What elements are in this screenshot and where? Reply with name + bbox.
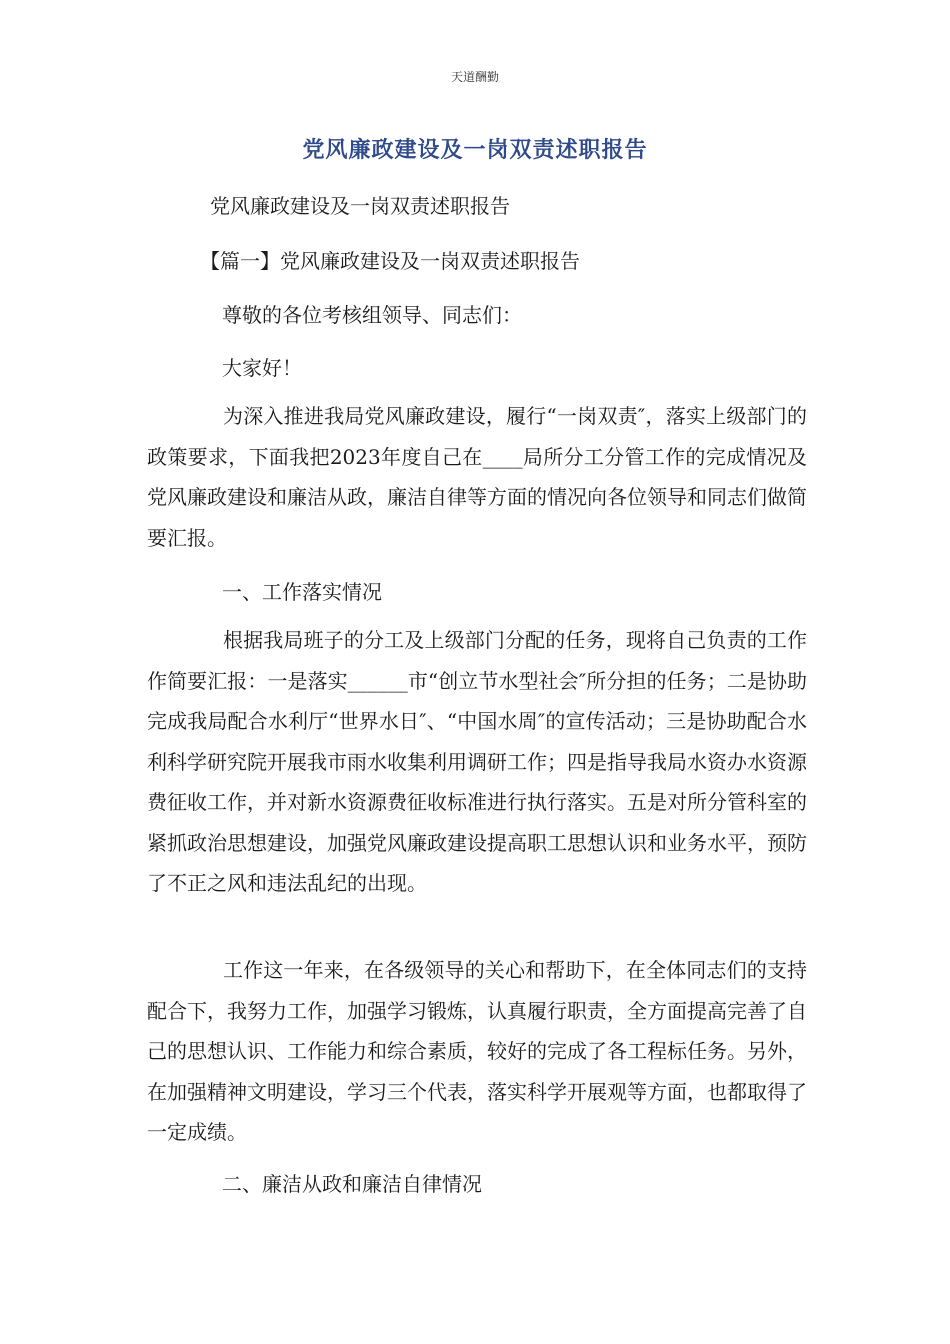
section-title: 【篇一】党风廉政建设及一岗双责述职报告 — [200, 249, 580, 273]
document-title: 党风廉政建设及一岗双责述职报告 — [302, 137, 648, 163]
salutation: 尊敬的各位考核组领导、同志们： — [222, 303, 522, 327]
heading-two: 二、廉洁从政和廉洁自律情况 — [222, 1172, 482, 1196]
greeting: 大家好！ — [222, 356, 302, 380]
heading-one: 一、工作落实情况 — [222, 580, 382, 604]
page-header: 天道酬勤 — [450, 70, 499, 84]
paragraph-work: 根据我局班子的分工及上级部门分配的任务，现将自己负责的工作作简要汇报：一是落实______市“创立节水型社会″所分担的任务；二是协助完成我局配合水利厅“世界水日″、“中国水周″的宣传活动；三是协助配合水利科学研究院开展我市雨水收集利用调研工作；四是指导我局水资办水资源费征收工作，并对新水资源费征收标准进行执行落实。五是对所分管科室的紧抓政治思想建设，加强党风廉政建设提高职工思想认识和业务水平，预防了不正之风和违法乱纪的出现。 — [147, 628, 807, 895]
paragraph-intro: 为深入推进我局党风廉政建设，履行“一岗双责″，落实上级部门的政策要求，下面我把2023年度自己在____局所分工分管工作的完成情况及党风廉政建设和廉洁从政，廉洁自律等方面的情况向各位领导和同志们做简要汇报。 — [147, 404, 807, 550]
paragraph-year: 工作这一年来，在各级领导的关心和帮助下，在全体同志们的支持配合下，我努力工作，加强学习锻炼，认真履行职责，全方面提高完善了自己的思想认识、工作能力和综合素质，较好的完成了各工程标任务。另外，在加强精神文明建设，学习三个代表，落实科学开展观等方面，也都取得了一定成绩。 — [147, 958, 807, 1144]
document-subtitle: 党风廉政建设及一岗双责述职报告 — [210, 194, 510, 218]
